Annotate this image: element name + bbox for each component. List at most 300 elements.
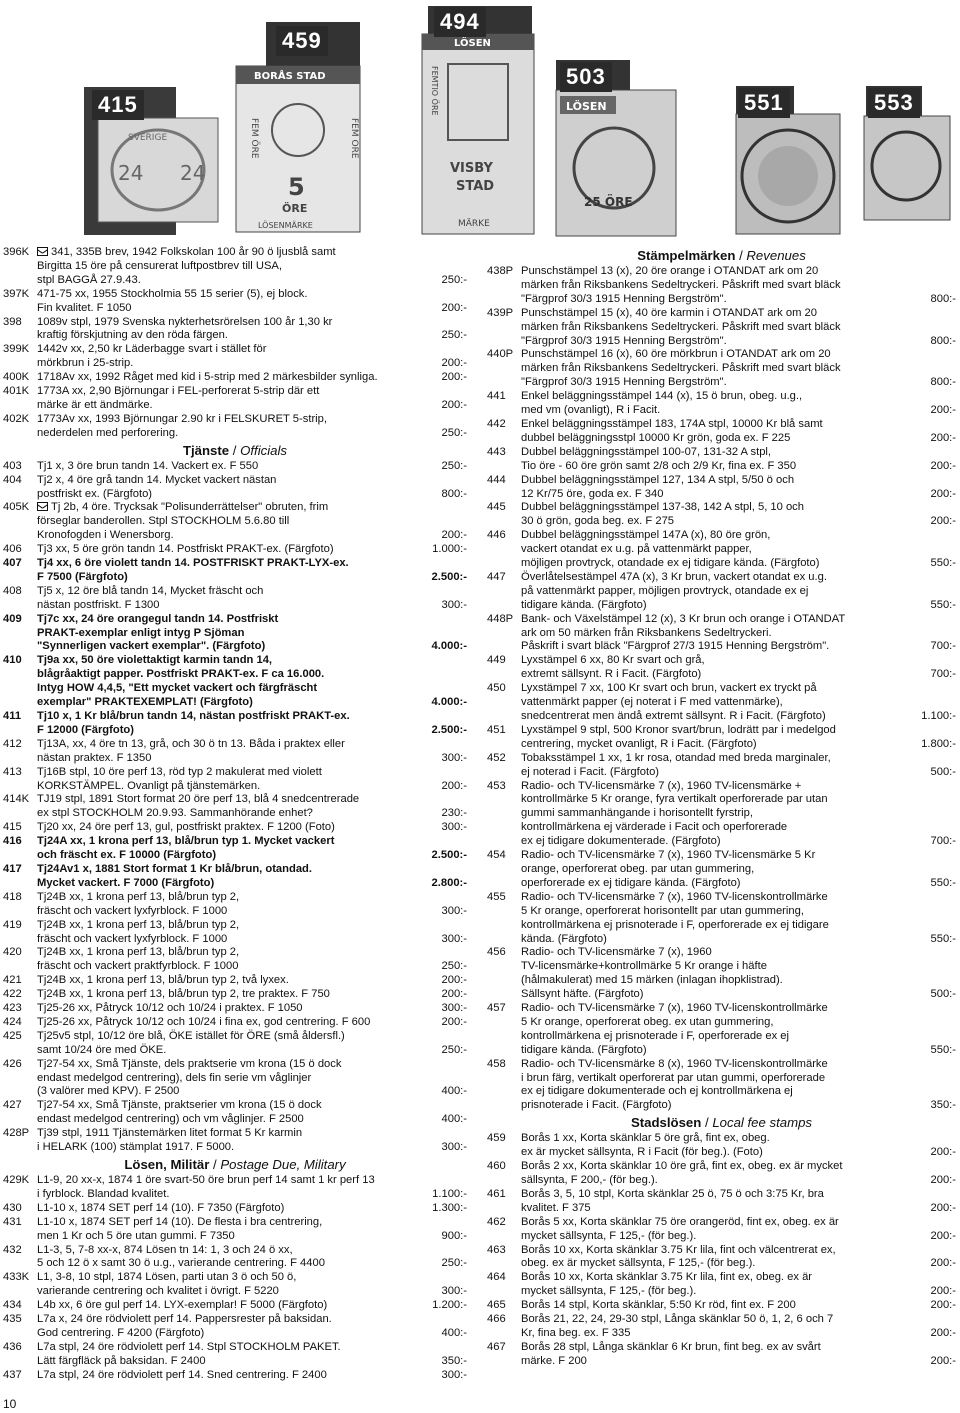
- lot-entry: [487, 724, 956, 752]
- lot-entry: [487, 780, 956, 850]
- lot-entry: [3, 821, 467, 835]
- lot-price: 200:-: [441, 357, 467, 370]
- lot-entry: [3, 1030, 467, 1058]
- section-heading-swedish: Stämpelmärken: [637, 248, 736, 263]
- lot-price: 250:-: [441, 459, 467, 472]
- lot-number: 453: [487, 779, 506, 792]
- lot-entry: [487, 1341, 956, 1369]
- lot-description-line: exemplar" PRAKTEXEMPLAT! (Färgfoto): [37, 696, 253, 709]
- lot-description-line: Borås 10 xx, Korta skänklar 3.75 Kr lila, fint och välcentrerat ex,: [521, 1243, 836, 1256]
- lot-entry: [3, 1202, 467, 1216]
- section-heading-english: Revenues: [746, 248, 806, 263]
- lot-number: 430: [3, 1201, 22, 1214]
- lot-number: 425: [3, 1029, 22, 1042]
- lot-entry: [3, 738, 467, 766]
- stamp-503-title: LÖSEN: [566, 100, 607, 113]
- lot-description-line: 471-75 xx, 1955 Stockholmia 55 15 serier (5), ej block.: [37, 287, 308, 300]
- lot-description-line: Tj25-26 xx, Påtryck 10/12 och 10/24 i praktex. F 1050: [37, 1002, 303, 1015]
- lot-number: 446: [487, 529, 506, 542]
- lot-entry: [3, 1058, 467, 1100]
- lot-description-line: Punschstämpel 16 (x), 60 öre mörkbrun i OTANDAT ark om 20: [521, 348, 831, 361]
- lot-number: 406: [3, 543, 22, 556]
- lot-description-line: Punschstämpel 13 (x), 20 öre orange i OTANDAT ark om 20: [521, 265, 819, 277]
- lot-description-line: Överlåtelsestämpel 47A (x), 3 Kr brun, vackert otandat ex u.g.: [521, 570, 827, 583]
- lot-description-line: ex stpl STOCKHOLM 20.9.93. Sammanhörande enhet?: [37, 807, 313, 820]
- lot-price: 200:-: [441, 974, 467, 987]
- lot-description-line: Enkel beläggningsstämpel 144 (x), 15 ö brun, obeg. u.g.,: [521, 390, 803, 403]
- lot-description-line: ex är mycket sällsynta, R i Facit (för beg.). (Foto): [521, 1146, 763, 1159]
- lot-entry: [3, 288, 467, 316]
- lot-description-line: Tobaksstämpel 1 xx, 1 kr rosa, otandad med breda marginaler,: [521, 751, 831, 764]
- lot-entry: [3, 988, 467, 1002]
- lot-description-line: Borås 3, 5, 10 stpl, Korta skänklar 25 ö, 75 ö och 3:75 Kr, bra: [521, 1187, 824, 1200]
- lot-description-line: Tj2 x, 4 öre grå tandn 14. Mycket vackert nästan: [37, 473, 277, 486]
- lot-number: 437: [3, 1368, 22, 1381]
- lot-entry: [487, 446, 956, 474]
- lot-number: 414K: [3, 793, 30, 806]
- lot-price: 700:-: [930, 668, 956, 681]
- lot-entry: [3, 585, 467, 613]
- lot-entry: [487, 1244, 956, 1272]
- lot-description-line: L1-10 x, 1874 SET perf 14 (10). De flesta i bra centrering,: [37, 1215, 323, 1228]
- lot-description-line: blågråaktigt papper. Postfriskt PRAKT-ex. F ca 16.000.: [37, 668, 325, 681]
- lot-number: 426: [3, 1057, 22, 1070]
- lot-entry: [3, 1313, 467, 1341]
- lot-price: 300:-: [441, 1285, 467, 1298]
- lot-description-line: märken från Riksbankens Sedeltryckeri. Påskrift med svart bläck: [521, 278, 841, 291]
- lot-price: 200:-: [930, 487, 956, 500]
- lot-description-line: mörkbrun i 25-strip.: [37, 357, 134, 370]
- lot-description-line: postfriskt ex. (Färgfoto): [37, 487, 153, 500]
- section-heading-english: Postage Due, Military: [220, 1157, 346, 1172]
- lot-entry: [487, 418, 956, 446]
- lot-number: 400K: [3, 371, 30, 384]
- lot-description-line: kontrollmärkena ej värderade i Facit och operforerade: [521, 821, 788, 834]
- lot-description-line: Sällsynt häfte. (Färgfoto): [521, 988, 644, 1001]
- lot-description-line: 30 ö grön, goda beg. ex. F 275: [521, 515, 675, 528]
- lot-description-line: Tj24B xx, 1 krona perf 13, blå/brun typ 2, tre praktex. F 750: [37, 988, 330, 1001]
- lot-number: 443: [487, 445, 506, 458]
- lot-entry: [3, 1002, 467, 1016]
- lot-price: 200:-: [930, 1174, 956, 1186]
- stamp-label-494: 494: [434, 7, 486, 37]
- lot-price: 250:-: [441, 1043, 467, 1056]
- lot-number: 412: [3, 737, 22, 750]
- stamp-415-value-right: 24: [180, 161, 206, 185]
- lot-number: 428P: [3, 1127, 30, 1140]
- section-heading-swedish: Stadslösen: [630, 1115, 702, 1131]
- lot-price: 800:-: [441, 487, 467, 500]
- lot-entry: [487, 1271, 956, 1299]
- lot-price: 2.800:-: [431, 876, 467, 889]
- lot-description-line: Tio öre - 60 öre grön samt 2/8 och 2/9 Kr, fina ex. F 350: [521, 459, 797, 472]
- lot-description-line: Enkel beläggningsstämpel 183, 174A stpl, 10000 Kr blå samt: [521, 417, 823, 430]
- lot-entry: [487, 390, 956, 418]
- lot-entry: [487, 474, 956, 502]
- lot-entry: [3, 1299, 467, 1313]
- lot-price: 350:-: [441, 1354, 467, 1367]
- lot-price: 700:-: [930, 640, 956, 653]
- lot-number: 461: [487, 1187, 506, 1200]
- lot-entry: [487, 654, 956, 682]
- lot-description-line: Tj39 stpl, 1911 Tjänstemärken litet format 5 Kr karmin: [37, 1127, 303, 1140]
- lot-description-line: Lyxstämpel 7 xx, 100 Kr svart och brun, vackert ex tryckt på: [521, 682, 817, 695]
- lot-description-line: L1, 3-8, 10 stpl, 1874 Lösen, parti utan 3 ö och 50 ö,: [37, 1271, 297, 1284]
- lot-description-line: Fin kvalitet. F 1050: [37, 301, 132, 314]
- lot-description-line: 1718Av xx, 1992 Råget med kid i 5-strip med 2 märkesbilder synliga.: [37, 371, 378, 384]
- lot-description-line: F 12000 (Färgfoto): [37, 723, 134, 736]
- lot-price: 200:-: [930, 1201, 956, 1214]
- lot-number: 427: [3, 1099, 22, 1112]
- lot-price: 200:-: [441, 301, 467, 314]
- lot-number: 419: [3, 918, 22, 931]
- lot-entry: [3, 474, 467, 502]
- lot-description-line: Lyxstämpel 9 stpl, 500 Kronor svart/brun, lodrätt par i medelgod: [521, 723, 836, 736]
- lot-price: 300:-: [441, 932, 467, 945]
- lot-number: 423: [3, 1002, 22, 1015]
- lot-price: 1.200:-: [432, 1299, 467, 1312]
- lot-description-line: Borås 5 xx, Korta skänklar 75 öre orangeröd, fint ex, obeg. ex är: [521, 1215, 839, 1228]
- stamp-459-ore: ÖRE: [282, 202, 308, 215]
- section-heading-english: Local fee stamps: [712, 1115, 813, 1131]
- lot-number: 439P: [487, 306, 514, 319]
- lot-description-line: ex ej tidigare dokumenterade. (Färgfoto): [521, 835, 721, 848]
- lot-description-line: och fräscht ex. F 10000 (Färgfoto): [37, 849, 217, 862]
- lot-number: 399K: [3, 343, 30, 356]
- stamp-label-553: 553: [868, 88, 920, 118]
- lot-price: 300:-: [441, 821, 467, 834]
- lot-description-line: Tj1 x, 3 öre brun tandn 14. Vackert ex. F 550: [37, 459, 259, 472]
- lot-number: 409: [3, 612, 22, 625]
- lot-description-line: endast medelgod centrering), dels fin serie vm våglinjer: [37, 1071, 312, 1084]
- lot-number: 408: [3, 584, 22, 597]
- lot-description-line: Tj24B xx, 1 krona perf 13, blå/brun typ 2, två lyxex.: [37, 974, 289, 987]
- envelope-icon: [37, 247, 48, 256]
- lot-description-line: Tj10 x, 1 Kr blå/brun tandn 14, nästan postfriskt PRAKT-ex.: [37, 710, 350, 722]
- lot-number: 465: [487, 1299, 506, 1312]
- lot-entry: [487, 307, 956, 349]
- lot-entry: [3, 371, 467, 385]
- lot-entry: [487, 348, 956, 390]
- lot-description-line: Dubbel beläggningsstämpel 127, 134 A stpl, 5/50 ö och: [521, 473, 795, 486]
- lot-description-line: L7a stpl, 24 öre rödviolett perf 14. Sned centrering. F 2400: [37, 1368, 327, 1381]
- section-heading-swedish: Tjänste: [182, 442, 230, 458]
- lot-description-line: Tj9a xx, 50 öre violettaktigt karmin tandn 14,: [37, 654, 273, 667]
- lot-price: 550:-: [930, 1043, 956, 1056]
- lot-description-line: (hålmakulerat) med 15 märken (inlagan ihopklistrad).: [521, 974, 783, 987]
- lot-description-line: Tj16B stpl, 10 öre perf 13, röd typ 2 makulerat med violett: [37, 765, 322, 778]
- lot-description-line: Tj7c xx, 24 öre orangegul tandn 14. Postfriskt: [37, 612, 279, 625]
- stamp-459-type: LÖSENMÄRKE: [258, 221, 313, 230]
- lot-entry: [3, 1174, 467, 1202]
- lot-description-line: Tj24Av1 x, 1881 Stort format 1 Kr blå/brun, otandad.: [37, 862, 312, 875]
- lot-description-line: Borås 1 xx, Korta skänklar 5 öre grå, fint ex, obeg.: [521, 1132, 770, 1145]
- section-heading: Lösen, Militär / Postage Due, Military: [124, 1157, 346, 1172]
- lot-number: 418: [3, 890, 22, 903]
- lot-number: 447: [487, 570, 506, 583]
- lot-number: 421: [3, 974, 22, 987]
- lot-description-line: Dubbel beläggningsstämpel 100-07, 131-32 A stpl,: [521, 445, 772, 458]
- lot-price: 200:-: [930, 1326, 956, 1339]
- lot-price: 800:-: [930, 334, 956, 347]
- lot-description-line: fräscht och vackert praktfyrblock. F 1000: [37, 960, 239, 973]
- lot-description-line: Borås 14 stpl, Korta skänklar, 5:50 Kr röd, fint ex. F 200: [521, 1299, 796, 1312]
- lot-description-line: kontrollmärkena ej prisnoterade i F, operforerade ex ej tidigare: [521, 918, 829, 931]
- section-heading: Tjänste / Officials: [182, 442, 288, 458]
- lot-description-line: kontrollmärke 5 Kr orange, fyra vertikalt operforerade par utan: [521, 793, 828, 806]
- lot-entry: [3, 766, 467, 794]
- stamp-label-415: 415: [92, 90, 144, 120]
- lot-description-line: L1-3, 5, 7-8 xx-x, 874 Lösen tn 14: 1, 3 och 24 ö xx,: [37, 1243, 293, 1256]
- lot-entry: [487, 501, 956, 529]
- lot-number: 454: [487, 849, 506, 862]
- lot-description-line: märke. F 200: [521, 1354, 587, 1367]
- lot-price: 1.100:-: [432, 1187, 467, 1200]
- lot-description-line: KORKSTÄMPEL. Ovanligt på tjänstemärken.: [37, 779, 261, 792]
- lot-price: 200:-: [441, 371, 467, 384]
- lot-description-line: märken från Riksbankens Sedeltryckeri. Påskrift med svart bläck: [521, 320, 841, 333]
- lot-price: 230:-: [441, 807, 467, 820]
- lot-description-line: Birgitta 15 öre på censurerat luftpostbrev till USA,: [37, 259, 282, 272]
- lot-description-line: snedcentrerat men ändå extremt sällsynt. R i Facit. (Färgfoto): [521, 710, 826, 722]
- lot-description-line: kända. (Färgfoto): [521, 932, 607, 945]
- lot-description-line: L1-10 x, 1874 SET perf 14 (10). F 7350 (Färgfoto): [37, 1201, 285, 1214]
- lot-price: 2.500:-: [431, 570, 467, 583]
- lot-entry: [3, 1271, 467, 1299]
- lot-price: 800:-: [930, 376, 956, 389]
- lot-description-line: centrering, mycket ovanligt, R i Facit. (Färgfoto): [521, 737, 757, 750]
- lot-number: 434: [3, 1299, 22, 1312]
- lot-description-line: Dubbel beläggningsstämpel 137-38, 142 A stpl, 5, 10 och: [521, 501, 804, 514]
- lot-description-line: Radio- och TV-licensmärke 7 (x), 1960 TV-licensmärke +: [521, 779, 802, 792]
- lot-description-line: ex ej tidigare dokumenterade och ej kontrollmärkena ej: [521, 1085, 793, 1098]
- section-heading: Stämpelmärken / Revenues: [637, 248, 806, 263]
- stamp-415-value-left: 24: [118, 161, 144, 185]
- lot-description-line: varierande centrering och kvalitet i övrigt. F 5220: [37, 1285, 279, 1298]
- lot-description-line: orange, operforerat obeg. par utan gummering,: [521, 862, 755, 875]
- lot-description-line: Kr, fina beg. ex. F 335: [521, 1326, 631, 1339]
- lot-description-line: 1089v stpl, 1979 Svenska nykterhetsrörelsen 100 år 1,30 kr: [37, 315, 333, 328]
- lot-number: 424: [3, 1015, 22, 1028]
- lot-description-line: endast medelgod centrering) och vm våglinjer. F 2500: [37, 1113, 304, 1126]
- lot-description-line: F 7500 (Färgfoto): [37, 570, 128, 583]
- left-column: [3, 246, 467, 1383]
- lot-number: 444: [487, 473, 506, 486]
- lot-price: 400:-: [441, 1326, 467, 1339]
- stamp-459-fem-ore-left: FEM ÖRE: [249, 118, 259, 159]
- lot-entry: [3, 460, 467, 474]
- lot-number: 445: [487, 501, 506, 514]
- lot-price: 1.000:-: [432, 543, 467, 556]
- lot-description-line: på vattenmärkt papper, möjligen provtryck, otandade ex ej: [521, 584, 809, 597]
- lot-entry: [3, 1127, 467, 1155]
- lot-price: 550:-: [930, 932, 956, 945]
- lot-description-line: Punschstämpel 15 (x), 40 öre karmin i OTANDAT ark om 20: [521, 306, 817, 319]
- lot-price: 200:-: [441, 1015, 467, 1028]
- page-number: 10: [3, 1397, 17, 1411]
- lot-description-line: Tj24B xx, 1 krona perf 13, blå/brun typ 2,: [37, 918, 240, 931]
- lot-entry: [487, 1216, 956, 1244]
- lot-number: 420: [3, 946, 22, 959]
- lot-description-line: i HELARK (100) stämplat 1917. F 5000.: [37, 1141, 235, 1154]
- lot-price: 2.500:-: [431, 849, 467, 862]
- lot-description-line: Radio- och TV-licensmärke 7 (x), 1960 TV-licenskontrollmärke: [521, 890, 828, 903]
- lot-description-line: i brun färg, vertikalt operforerat par utan gummi, operforerade: [521, 1071, 826, 1084]
- lot-price: 550:-: [930, 876, 956, 889]
- lot-price: 300:-: [441, 1141, 467, 1154]
- lot-price: 200:-: [930, 1354, 956, 1367]
- lot-description-line: Tj 2b, 4 öre. Trycksak "Polisunderrättelser" obruten, frim: [51, 501, 329, 514]
- lot-number: 440P: [487, 348, 514, 361]
- lot-number: 438P: [487, 265, 514, 277]
- lot-description-line: tidigare kända. (Färgfoto): [521, 598, 647, 611]
- lot-description-line: extremt sällsynt. R i Facit. (Färgfoto): [521, 668, 702, 681]
- lot-price: 200:-: [930, 1146, 956, 1159]
- lot-entry: [3, 1016, 467, 1030]
- lot-number: 448P: [487, 612, 514, 625]
- lot-description-line: L4b xx, 6 öre gul perf 14. LYX-exemplar! F 5000 (Färgfoto): [37, 1299, 328, 1312]
- lot-description-line: Tj27-54 xx, Små Tjänste, praktserier vm krona (15 ö dock: [37, 1099, 322, 1112]
- lot-description-line: Radio- och TV-licensmärke 8 (x), 1960 TV-licenskontrollmärke: [521, 1057, 828, 1070]
- lot-entry: [3, 946, 467, 974]
- lot-price: 300:-: [441, 1368, 467, 1381]
- lot-number: 429K: [3, 1174, 30, 1186]
- lot-number: 396K: [3, 246, 30, 258]
- lot-entry: [3, 974, 467, 988]
- lot-number: 463: [487, 1243, 506, 1256]
- lot-description-line: Tj3 xx, 5 öre grön tandn 14. Postfriskt PRAKT-ex. (Färgfoto): [37, 543, 334, 556]
- stamp-label-503: 503: [560, 62, 612, 92]
- lot-number: 431: [3, 1215, 22, 1228]
- stamp-494-marke: MÄRKE: [458, 219, 490, 229]
- lot-description-line: Radio- och TV-licensmärke 7 (x), 1960 TV-licenskontrollmärke: [521, 1002, 828, 1015]
- lot-description-line: Dubbel beläggningsstämpel 147A (x), 80 öre grön,: [521, 529, 771, 542]
- lot-entry: [3, 316, 467, 344]
- lot-entry: [3, 557, 467, 585]
- lot-description-line: 5 och 12 ö x samt 30 ö u.g., varierande centrering. F 4400: [37, 1257, 325, 1270]
- lot-description-line: PRAKT-exemplar enligt intyg P Sjöman: [37, 626, 245, 639]
- lot-description-line: samt 10/24 öre med ÖKE.: [37, 1043, 167, 1056]
- lot-description-line: ark om 50 märken från Riksbankens Sedeltryckeri.: [521, 626, 772, 639]
- lot-price: 200:-: [441, 779, 467, 792]
- lot-description-line: God centrering. F 4200 (Färgfoto): [37, 1326, 205, 1339]
- envelope-icon: [37, 502, 48, 511]
- lot-description-line: nästan praktex. F 1350: [37, 751, 152, 764]
- lot-description-line: L7a stpl, 24 öre rödviolett perf 14. Stpl STOCKHOLM PAKET.: [37, 1340, 341, 1353]
- lot-entry: [487, 613, 956, 655]
- lot-entry: [3, 1216, 467, 1244]
- right-column: [487, 246, 956, 1369]
- lot-description-line: 12 Kr/75 öre, goda ex. F 340: [521, 487, 664, 500]
- lot-description-line: Kronofogden i Wenersborg.: [37, 529, 174, 542]
- lot-description-line: "Färgprof 30/3 1915 Henning Bergström".: [521, 292, 727, 305]
- lot-number: 411: [3, 710, 22, 722]
- lot-price: 250:-: [441, 329, 467, 342]
- lot-price: 2.500:-: [431, 723, 467, 736]
- lot-number: 464: [487, 1271, 506, 1284]
- lot-entry: [3, 1099, 467, 1127]
- lot-price: 200:-: [441, 398, 467, 411]
- lot-description-line: Tj5 x, 12 öre blå tandn 14, Mycket fräscht och: [37, 584, 264, 597]
- lot-number: 405K: [3, 501, 30, 514]
- lot-number: 452: [487, 751, 506, 764]
- lot-number: 416: [3, 835, 22, 848]
- section-heading: Stadslösen / Local fee stamps: [630, 1115, 813, 1131]
- lot-entry: [3, 1369, 467, 1383]
- lot-price: 1.100:-: [921, 710, 956, 722]
- lot-description-line: med vm (ovanligt), R i Facit.: [521, 404, 661, 417]
- lot-entry: [487, 946, 956, 1002]
- lot-description-line: obeg. ex är mycket sällsynta, F 125,- (för beg.).: [521, 1257, 756, 1270]
- lot-entry: [3, 1244, 467, 1272]
- lot-price: 350:-: [930, 1099, 956, 1112]
- lot-number: 466: [487, 1313, 506, 1326]
- lot-description-line: kontrollmärkena ej prisnoterade i F, operforerade ex ej: [521, 1029, 790, 1042]
- lot-entry: [487, 265, 956, 307]
- lot-description-line: 1442v xx, 2,50 kr Läderbagge svart i stället för: [37, 343, 267, 356]
- lot-price: 1.800:-: [921, 737, 956, 750]
- lot-price: 200:-: [441, 529, 467, 542]
- lot-description-line: Borås 2 xx, Korta skänklar 10 öre grå, fint ex, obeg. ex är mycket: [521, 1160, 843, 1173]
- lot-price: 300:-: [441, 904, 467, 917]
- lot-price: 550:-: [930, 598, 956, 611]
- lot-number: 442: [487, 417, 506, 430]
- stamp-label-459: 459: [276, 26, 328, 56]
- lot-description-line: Radio- och TV-licensmärke 7 (x), 1960 TV-licensmärke 5 Kr: [521, 849, 816, 862]
- lot-description-line: L7a x, 24 öre rödviolett perf 14. Pappersrester på baksidan.: [37, 1313, 332, 1326]
- lot-entry: [3, 543, 467, 557]
- lot-description-line: Påskrift i svart bläck "Färgprof 27/3 1915 Henning Bergström".: [521, 640, 830, 653]
- lot-entry: [3, 793, 467, 821]
- lot-description-line: prisnoterade i Facit. (Färgfoto): [521, 1099, 672, 1112]
- lot-price: 250:-: [441, 1257, 467, 1270]
- lot-description-line: Radio- och TV-licensmärke 7 (x), 1960: [521, 946, 712, 959]
- lot-description-line: 1773Av xx, 1993 Björnungar 2.90 kr i FELSKURET 5-strip,: [37, 412, 327, 425]
- lot-description-line: gummi sammanhängande i horisontellt fyrstrip,: [521, 807, 753, 820]
- lot-price: 500:-: [930, 988, 956, 1001]
- lot-number: 456: [487, 946, 506, 959]
- lot-entry: [487, 1002, 956, 1058]
- lot-description-line: "Synnerligen vackert exemplar". (Färgfoto): [37, 640, 266, 653]
- lot-description-line: Tj24A xx, 1 krona perf 13, blå/brun typ 1. Mycket vackert: [37, 835, 335, 848]
- stamp-459-value: 5: [288, 173, 305, 201]
- lot-description-line: Tj24B xx, 1 krona perf 13, blå/brun typ 2,: [37, 946, 240, 959]
- lot-price: 200:-: [441, 988, 467, 1001]
- lot-number: 441: [487, 390, 506, 403]
- lot-price: 300:-: [441, 598, 467, 611]
- lot-description-line: "Färgprof 30/3 1915 Henning Bergström".: [521, 376, 727, 389]
- stamp-494-value-text: FEMTIO ÖRE: [430, 66, 439, 116]
- lot-entry: [487, 682, 956, 724]
- lot-description-line: mycket sällsynta, F 125,- (för beg.).: [521, 1229, 697, 1242]
- lot-entry: [487, 529, 956, 571]
- lot-price: 500:-: [930, 765, 956, 778]
- lot-entry: [3, 385, 467, 413]
- lot-description-line: Mycket vackert. F 7000 (Färgfoto): [37, 876, 215, 889]
- lot-price: 1.300:-: [432, 1201, 467, 1214]
- lot-entry: [3, 654, 467, 710]
- stamp-415-country: SVERIGE: [128, 133, 168, 143]
- lot-entry: [487, 891, 956, 947]
- lot-description-line: Tj25-26 xx, Påtryck 10/12 och 10/24 i fina ex, god centrering. F 600: [37, 1015, 371, 1028]
- lot-description-line: TJ19 stpl, 1891 Stort format 20 öre perf 13, blå 4 snedcentrerade: [37, 793, 360, 806]
- lot-price: 300:-: [441, 751, 467, 764]
- lot-entry: [3, 413, 467, 441]
- lot-description-line: sällsynta, F 200,- (för beg.).: [521, 1174, 658, 1186]
- lot-entry: [487, 849, 956, 891]
- lot-price: 200:-: [930, 459, 956, 472]
- lot-price: 4.000:-: [431, 640, 467, 653]
